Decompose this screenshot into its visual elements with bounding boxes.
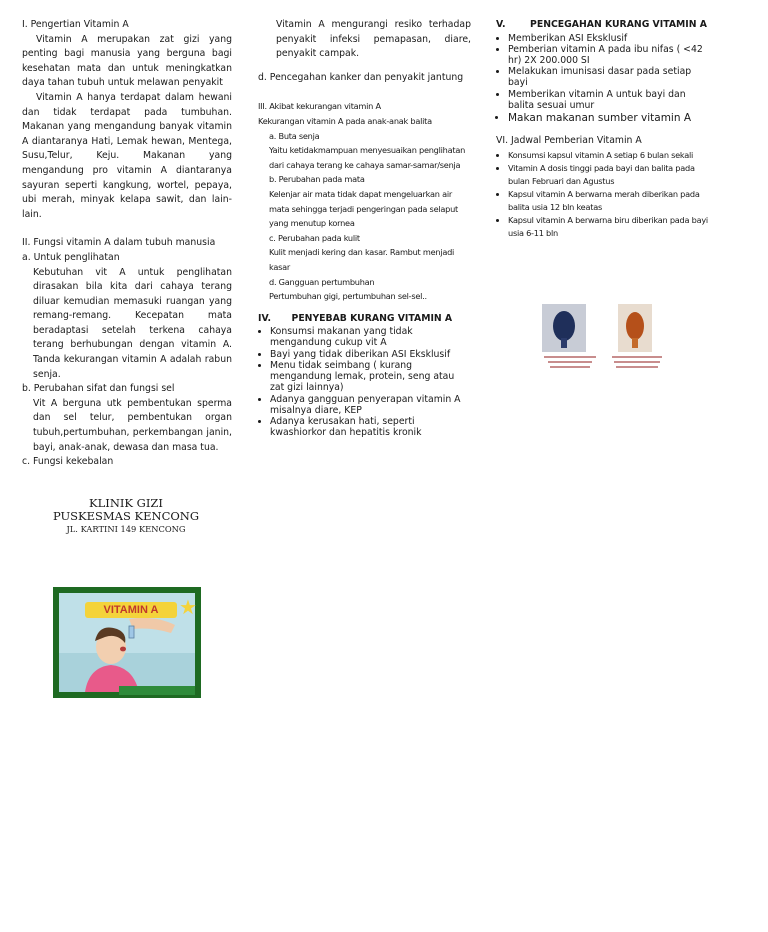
paragraph: Vitamin A hanya terdapat dalam hewani dan tidak terdapat pada tumbuhan. Makanan yang mengandung banyak vitamin A diantaranya Hati, Lemak hewan, Mentega, Susu,Telur, Keju. Makanan yang mengandung pro vitamin A diantaranya sayuran seperti kangkung, wortel, pepaya, ubi merah, minyak kelapa sawit, dan lain-lain. <box>22 91 232 220</box>
section-heading <box>496 18 711 33</box>
column-right <box>496 18 711 240</box>
illustration-caption-strip <box>119 686 195 695</box>
section-heading: III. Akibat kekurangan vitamin A <box>258 101 381 112</box>
list-item: • Kapsul vitamin A berwarna merah diberikan pada balita usia 12 bln keatas <box>508 188 711 214</box>
vitamin-a-illustration <box>53 587 201 698</box>
subheading: b. Perubahan pada mata <box>269 174 365 185</box>
dropper-icon <box>129 626 134 638</box>
list-item: • Konsumsi makanan yang tidak mengandung cukup vit A <box>270 326 471 348</box>
list-item: • Vitamin A dosis tinggi pada bayi dan balita pada bulan Februari dan Agustus <box>508 162 711 188</box>
star-icon: ★ <box>179 595 197 619</box>
blue-capsule-icon <box>553 311 575 341</box>
subheading: a. Buta senja <box>269 130 320 141</box>
clinic-place: PUSKESMAS KENCONG <box>52 509 200 523</box>
paragraph: Pertumbuhan gigi, pertumbuhan sel-sel.. <box>269 291 427 302</box>
list-item: • Adanya kerusakan hati, seperti kwashiorkor dan hepatitis kronik <box>270 416 471 438</box>
section-heading <box>258 312 471 327</box>
section-title: PENCEGAHAN KURANG VITAMIN A <box>530 19 707 30</box>
section-number: V. <box>496 19 506 30</box>
clinic-street: JL. KARTINI 149 KENCONG <box>66 524 186 534</box>
section-heading: I. Pengertian Vitamin A <box>22 19 129 30</box>
paragraph: Kulit menjadi kering dan kasar. Rambut menjadi kasar <box>269 247 455 272</box>
red-capsule-icon <box>626 312 644 340</box>
subheading: b. Perubahan sifat dan fungsi sel <box>22 383 175 395</box>
adult-hand <box>129 618 175 633</box>
paragraph: Vit A berguna utk pembentukan sperma dan sel telur, pembentukan organ tubuh,pertumbuhan, perkembangan janin, bayi, anak-anak, dewasa dan masa tua. <box>33 397 232 453</box>
capsule-photos <box>540 300 670 382</box>
vitamin-a-banner: VITAMIN A <box>85 602 177 618</box>
section-heading: II. Fungsi vitamin A dalam tubuh manusia <box>22 237 216 249</box>
list-item: • Menu tidak seimbang ( kurang mengandung lemak, protein, seng atau zat gizi lainnya) <box>270 360 471 394</box>
list-item: • Melakukan imunisasi dasar pada setiap bayi <box>508 66 711 88</box>
list-item: d. Pencegahan kanker dan penyakit jantung <box>258 71 464 83</box>
list-item: • Memberikan ASI Eksklusif <box>508 33 711 44</box>
list-item: • Makan makanan sumber vitamin A <box>508 111 711 125</box>
list-item: • Adanya gangguan penyerapan vitamin A misalnya diare, KEP <box>270 394 471 416</box>
list-item: • Kapsul vitamin A berwarna biru diberikan pada bayi usia 6-11 bln <box>508 214 711 240</box>
paragraph: Kebutuhan vit A untuk penglihatan dirasakan bila kita dari cahaya terang diluar kemudian memasuki ruangan yang remang-remang. Kecepatan mata beradaptasi setelah terkena cahaya terang berhubungan dengan vitamin A. Tanda kekurangan vitamin A adalah rabun senja. <box>33 266 232 380</box>
list-item: • Memberikan vitamin A untuk bayi dan balita sesuai umur <box>508 89 711 111</box>
schedule-list <box>496 149 711 240</box>
list-item: • Konsumsi kapsul vitamin A setiap 6 bulan sekali <box>508 149 711 162</box>
column-middle <box>258 18 471 438</box>
paragraph: Vitamin A merupakan zat gizi yang penting bagi manusia yang berguna bagi kesehatan mata dan untuk meningkatkan daya tahan tubuh untuk melawan penyakit <box>22 33 232 89</box>
section-heading: VI. Jadwal Pemberian Vitamin A <box>496 135 642 147</box>
section-title: PENYEBAB KURANG VITAMIN A <box>291 312 453 324</box>
subheading: c. Perubahan pada kulit <box>269 232 360 243</box>
clinic-name: KLINIK GIZI <box>89 496 163 510</box>
subheading: Kekurangan vitamin A pada anak-anak balita <box>258 115 432 126</box>
cause-list <box>258 326 471 438</box>
child-mouth <box>120 647 126 652</box>
prevention-list <box>496 33 711 125</box>
paragraph: Yaitu ketidakmampuan menyesuaikan penglihatan dari cahaya terang ke cahaya samar-samar/senja <box>269 145 466 170</box>
list-item: • Bayi yang tidak diberikan ASI Eksklusif <box>270 349 471 360</box>
list-item: • Pemberian vitamin A pada ibu nifas ( <42 hr) 2X 200.000 SI <box>508 44 711 66</box>
column-left <box>22 18 232 470</box>
section-number: IV. <box>258 312 271 324</box>
clinic-address <box>40 497 212 536</box>
subheading: d. Gangguan pertumbuhan <box>269 276 375 287</box>
paragraph: Kelenjar air mata tidak dapat mengeluarkan air mata sehingga terjadi pengeringan pada selaput yang menutup kornea <box>269 188 458 229</box>
capsule-illustration <box>540 300 670 382</box>
subheading: c. Fungsi kekebalan <box>22 456 114 468</box>
subheading: a. Untuk penglihatan <box>22 251 120 263</box>
paragraph: Vitamin A mengurangi resiko terhadap penyakit infeksi pemapasan, diare, penyakit campak. <box>276 19 471 60</box>
